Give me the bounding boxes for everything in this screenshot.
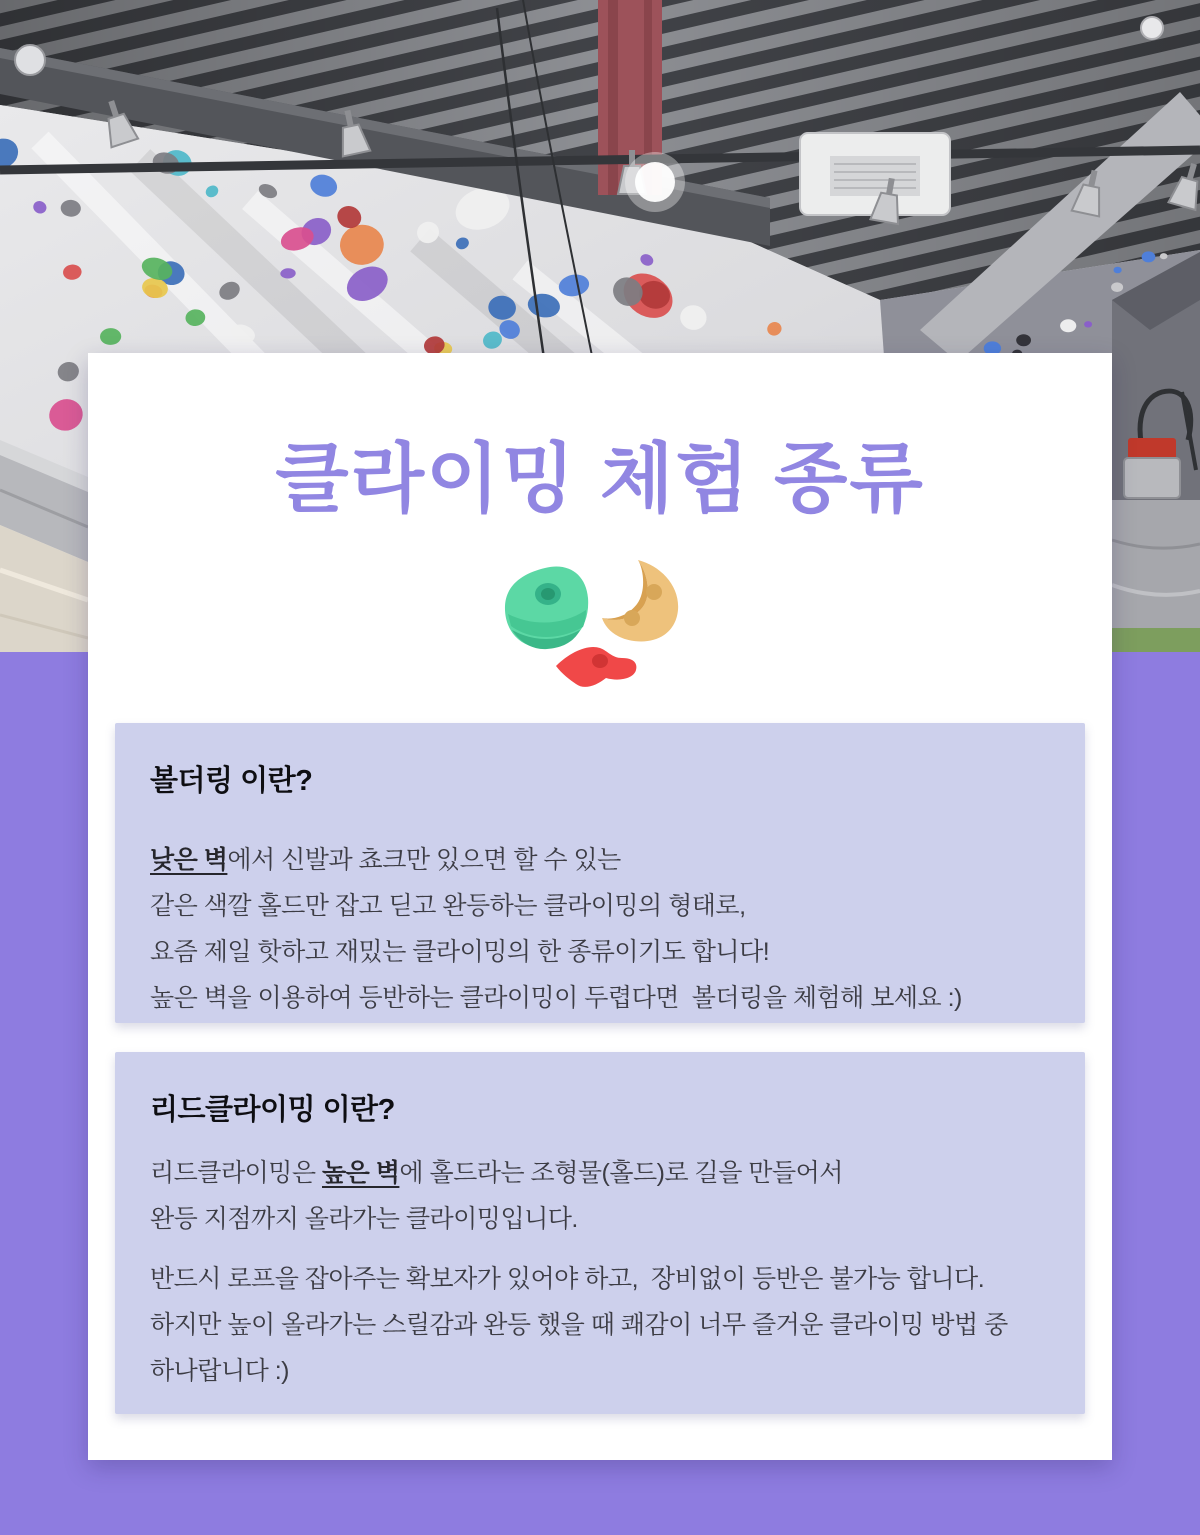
bouldering-line-2: 같은 색깔 홀드만 잡고 딛고 완등하는 클라이밍의 형태로, bbox=[150, 892, 746, 920]
lead-line-4: 하지만 높이 올라가는 스릴감과 완등 했을 때 쾌감이 너무 즐거운 클라이밍 방법 중 bbox=[150, 1311, 1008, 1339]
orange-crescent-hold-icon bbox=[602, 560, 678, 641]
bouldering-heading: 볼더링 이란? bbox=[150, 765, 313, 797]
bouldering-line-1-emphasis: 낮은 벽 bbox=[150, 846, 228, 874]
bouldering-body bbox=[150, 837, 1050, 1021]
air-conditioner bbox=[800, 133, 950, 215]
bouldering-line-1-rest: 에서 신발과 쵸크만 있으면 할 수 있는 bbox=[227, 846, 621, 874]
content-card bbox=[88, 353, 1112, 1460]
turf-strip bbox=[1112, 628, 1200, 652]
lead-line-3: 반드시 로프을 잡아주는 확보자가 있어야 하고, 장비없이 등반은 불가능 합니다. bbox=[150, 1265, 985, 1293]
lead-climbing-heading: 리드클라이밍 이란? bbox=[150, 1094, 395, 1126]
lead-climbing-paragraph-1 bbox=[150, 1150, 1050, 1242]
lead-line-1-emphasis: 높은 벽 bbox=[322, 1159, 400, 1187]
green-jug-hold-icon bbox=[505, 566, 588, 649]
lead-line-1-rest: 에 홀드라는 조형물(홀드)로 길을 만들어서 bbox=[399, 1159, 843, 1187]
bouldering-line-4: 높은 벽을 이용하여 등반하는 클라이밍이 두렵다면 볼더링을 체험해 보세요 :) bbox=[150, 984, 962, 1012]
dome-light bbox=[15, 45, 45, 75]
lead-line-1-pre: 리드클라이밍은 bbox=[150, 1159, 322, 1187]
lead-line-2: 완등 지점까지 올라가는 클라이밍입니다. bbox=[150, 1205, 578, 1233]
lead-climbing-section bbox=[115, 1052, 1085, 1414]
bouldering-section bbox=[115, 723, 1085, 1023]
lead-line-1 bbox=[150, 1150, 1050, 1196]
page-title bbox=[88, 415, 1112, 545]
page-title-text: 클라이밍 체험 종류 bbox=[275, 437, 925, 522]
bouldering-line-3: 요즘 제일 핫하고 재밌는 클라이밍의 한 종류이기도 합니다! bbox=[150, 938, 770, 966]
lead-line-5: 하나랍니다 :) bbox=[150, 1357, 289, 1385]
grey-mat-right bbox=[1112, 500, 1200, 628]
climbing-holds-illustration bbox=[496, 556, 701, 698]
bouldering-line-1 bbox=[150, 837, 1050, 883]
lead-climbing-paragraph-2 bbox=[150, 1256, 1050, 1394]
red-edge-hold-icon bbox=[556, 647, 636, 687]
security-camera-icon bbox=[1141, 17, 1163, 39]
